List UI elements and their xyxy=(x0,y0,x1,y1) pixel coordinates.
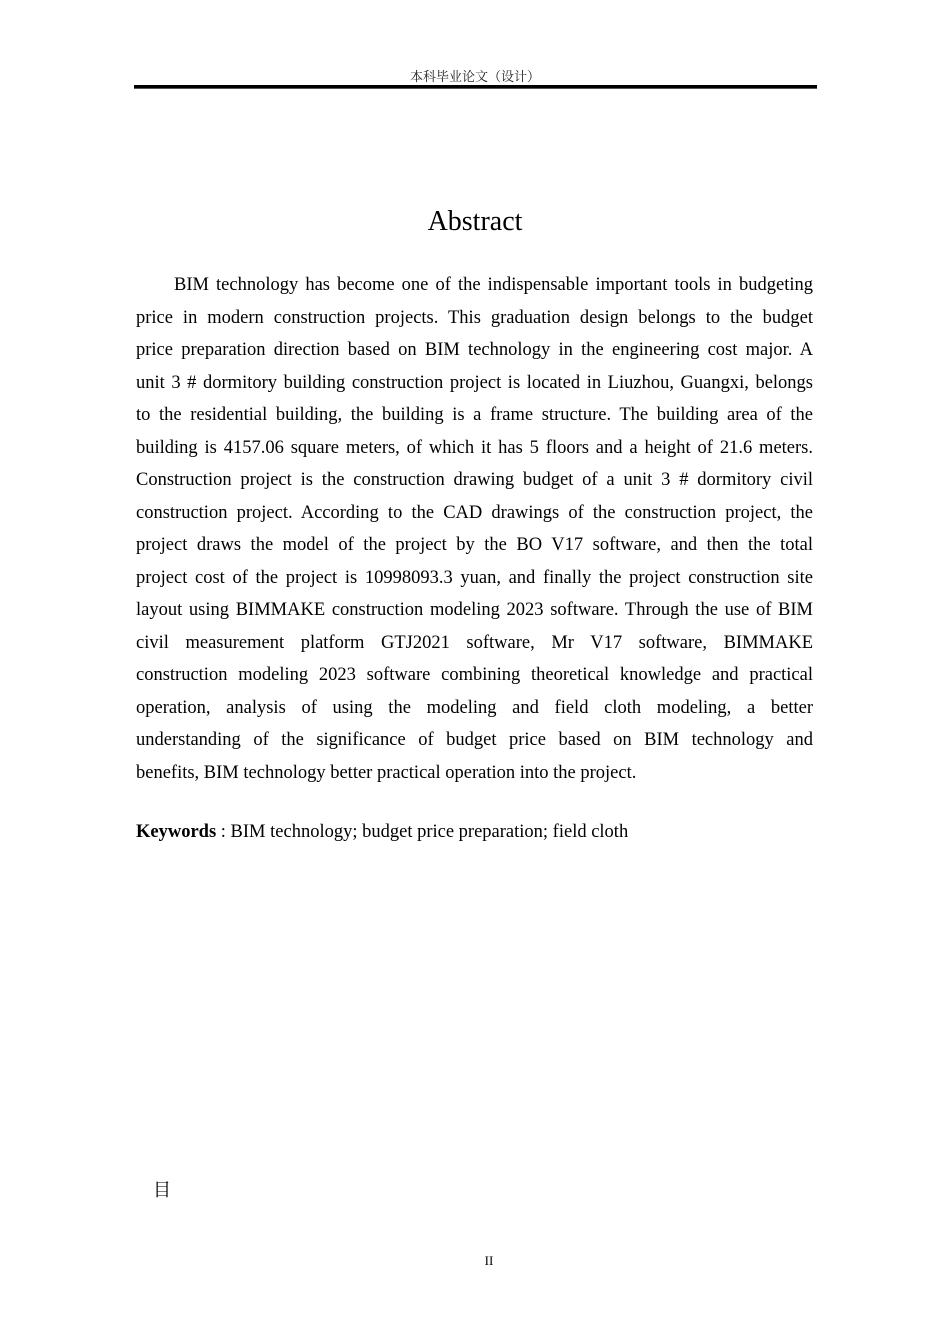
abstract-line: layout using BIMMAKE construction modeling 2023 software. Through the use of BIM xyxy=(136,600,813,620)
abstract-line: price in modern construction projects. This graduation design belongs to the budget xyxy=(136,307,813,328)
abstract-line: civil measurement platform GTJ2021 software, Mr V17 software, BIMMAKE xyxy=(136,632,813,653)
abstract-line: project draws the model of the project by the BO V17 software, and then the total xyxy=(136,535,813,555)
abstract-line: Construction project is the construction drawing budget of a unit 3 # dormitory civil xyxy=(136,470,813,490)
keywords-text: : BIM technology; budget price preparation; field cloth xyxy=(216,822,629,842)
page-title: Abstract xyxy=(427,206,523,237)
abstract-line: construction modeling 2023 software combining theoretical knowledge and practical xyxy=(136,665,813,685)
abstract-line: project cost of the project is 10998093.3 yuan, and finally the project construction site xyxy=(136,567,813,588)
header-rule xyxy=(134,85,817,89)
abstract-line: construction project. According to the CAD drawings of the construction project, the xyxy=(136,502,813,523)
abstract-line: unit 3 # dormitory building construction project is located in Liuzhou, Guangxi, belongs xyxy=(136,372,813,393)
abstract-line: operation, analysis of using the modeling and field cloth modeling, a better xyxy=(136,697,813,718)
abstract-line: to the residential building, the building is a frame structure. The building area of the xyxy=(136,405,813,425)
abstract-line: benefits, BIM technology better practical operation into the project. xyxy=(136,762,637,783)
abstract-line: BIM technology has become one of the indispensable important tools in budgeting xyxy=(174,275,813,295)
abstract-line: price preparation direction based on BIM technology in the engineering cost major. A xyxy=(136,340,813,360)
page-number: II xyxy=(484,1253,494,1268)
page-header: 本科毕业论文（设计） xyxy=(409,70,540,85)
keywords xyxy=(136,822,628,843)
stray-character: 目 xyxy=(153,1180,171,1201)
keywords-label: Keywords xyxy=(136,822,217,842)
abstract-paragraph xyxy=(136,269,813,789)
abstract-line: understanding of the significance of budget price based on BIM technology and xyxy=(136,730,813,750)
abstract-line: building is 4157.06 square meters, of which it has 5 floors and a height of 21.6 meters. xyxy=(136,437,813,458)
